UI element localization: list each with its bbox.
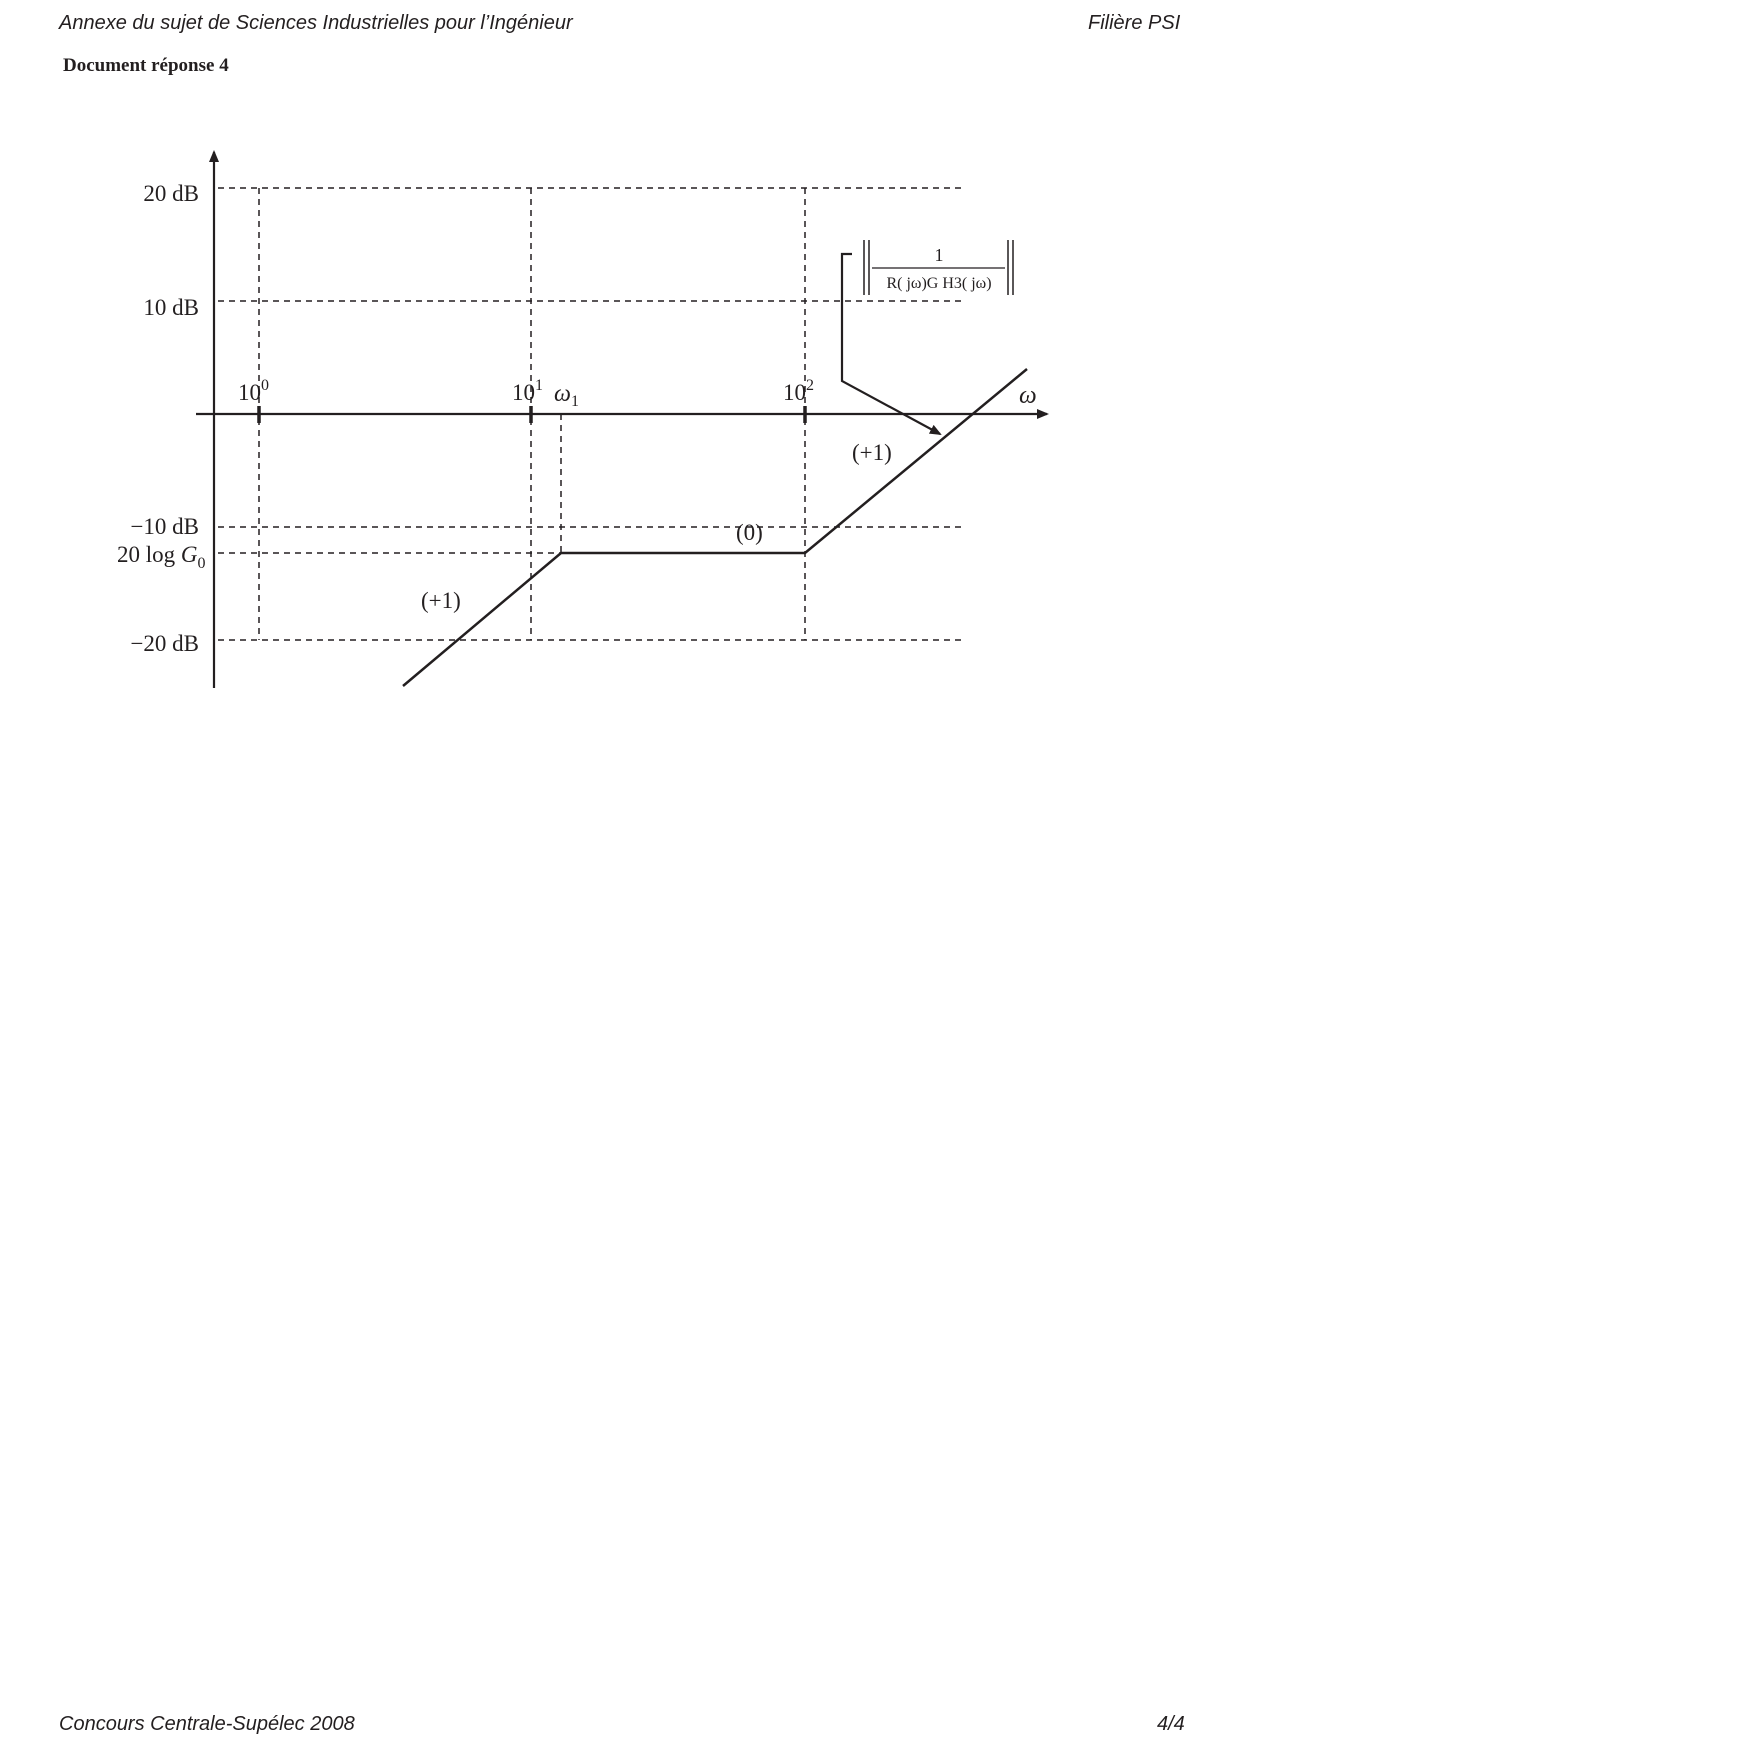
gain-label-variable: G <box>180 542 198 567</box>
y-label-minus-20db: −20 dB <box>130 631 199 656</box>
footer-left: Concours Centrale-Supélec 2008 <box>59 1713 355 1735</box>
annotation-numerator: 1 <box>934 245 944 265</box>
document-title: Document réponse 4 <box>63 55 229 76</box>
omega1-variable: ω <box>554 381 571 407</box>
bode-magnitude-diagram <box>0 0 1754 720</box>
slope-label-middle: (0) <box>736 520 763 545</box>
footer-right: 4/4 <box>1157 1713 1185 1735</box>
x-label-10-0 <box>238 377 269 405</box>
annotation-callout <box>842 240 1013 434</box>
y-label-20db: 20 dB <box>143 181 199 206</box>
header-left: Annexe du sujet de Sciences Industrielles pour l’Ingénieur <box>59 12 573 34</box>
x-label-10-1-base: 10 <box>512 380 535 405</box>
y-label-gain <box>117 542 206 572</box>
x-label-10-2-base: 10 <box>783 380 806 405</box>
x-label-10-0-exponent: 0 <box>261 377 269 394</box>
slope-label-left: (+1) <box>421 588 461 613</box>
slope-label-right: (+1) <box>852 440 892 465</box>
y-label-minus-10db: −10 dB <box>130 514 199 539</box>
x-axis-label: ω <box>1019 382 1037 409</box>
annotation-denominator: R( jω)G H3( jω) <box>886 275 992 292</box>
y-label-10db: 10 dB <box>143 295 199 320</box>
x-label-10-0-base: 10 <box>238 380 261 405</box>
x-label-10-1-exponent: 1 <box>535 377 543 394</box>
omega1-subscript: 1 <box>570 393 579 410</box>
header-right: Filière PSI <box>1088 12 1181 34</box>
gain-label-prefix: 20 log <box>117 542 181 567</box>
y-tick-labels <box>130 181 199 656</box>
x-label-10-2 <box>783 377 814 405</box>
x-label-10-1 <box>512 377 543 405</box>
omega1-label <box>554 381 579 410</box>
gain-label-subscript: 0 <box>197 555 206 572</box>
x-label-10-2-exponent: 2 <box>806 377 814 394</box>
